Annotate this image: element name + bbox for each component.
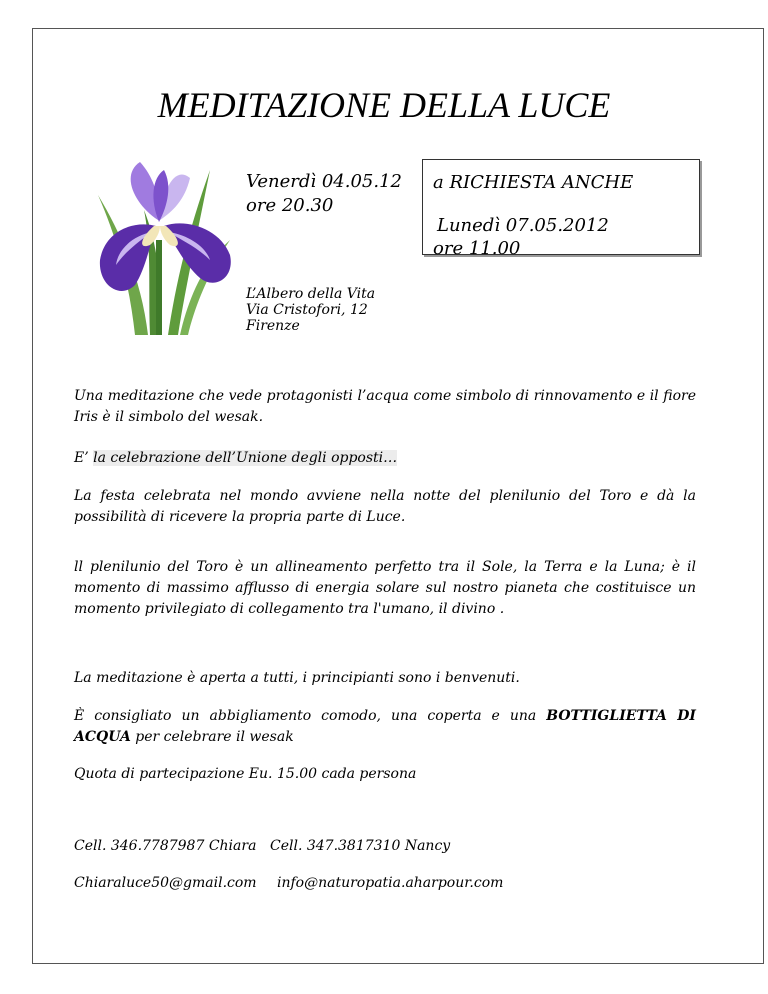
alternate-date-heading: a RICHIESTA ANCHE [433,172,634,193]
event-time: ore 20.30 [246,195,334,216]
event-date-block [246,170,402,218]
paragraph-union [74,448,696,469]
paragraph-full-moon: ll plenilunio del Toro è un allineamento perfetto tra il Sole, la Terra e la Luna; è il momento di massimo afflusso di energia solare sul nostro pianeta che costituisce un momento privilegiato di collegamento tra l'umano, il divino . [74,559,696,617]
bring-text: È consigliato un abbigliamento comodo, una coperta e una [74,708,547,724]
page-title: MEDITAZIONE DELLA LUCE [157,85,611,125]
contact-email-info[interactable]: info@naturopatia.aharpour.com [277,875,504,891]
union-highlight: la celebrazione dell’Unione degli opposti… [93,450,398,466]
contact-email-chiara[interactable]: Chiaraluce50@gmail.com [74,875,257,891]
paragraph-intro: Una meditazione che vede protagonisti l’acqua come simbolo di rinnovamento e il fiore Iris è il simbolo del wesak. [74,388,696,425]
alternate-date: Lunedì 07.05.2012 [437,215,609,236]
bring-text-end: per celebrare il wesak [130,729,294,745]
venue-name: L’Albero della Vita [246,286,376,302]
contact-phone-chiara: Cell. 346.7787987 Chiara [74,838,257,854]
venue-address [246,286,375,334]
venue-street: Via Cristofori, 12 [246,302,368,318]
alternate-time: ore 11.00 [433,238,521,259]
paragraph-fee: Quota di partecipazione Eu. 15.00 cada persona [74,766,417,782]
paragraph-what-to-bring [74,706,696,748]
event-date: Venerdì 04.05.12 [246,171,403,192]
bring-bold: BOTTIGLIETTA DI ACQUA [74,708,696,745]
paragraph-festival: La festa celebrata nel mondo avviene nella notte del plenilunio del Toro e dà la possibilità di ricevere la propria parte di Luce. [74,488,696,525]
iris-flower-image [80,150,240,338]
contact-phone-nancy: Cell. 347.3817310 Nancy [270,838,451,854]
union-prefix: E’ [74,450,94,466]
paragraph-open-to-all: La meditazione è aperta a tutti, i principianti sono i benvenuti. [74,670,520,686]
alternate-date-box [422,159,700,259]
venue-city: Firenze [246,318,300,334]
